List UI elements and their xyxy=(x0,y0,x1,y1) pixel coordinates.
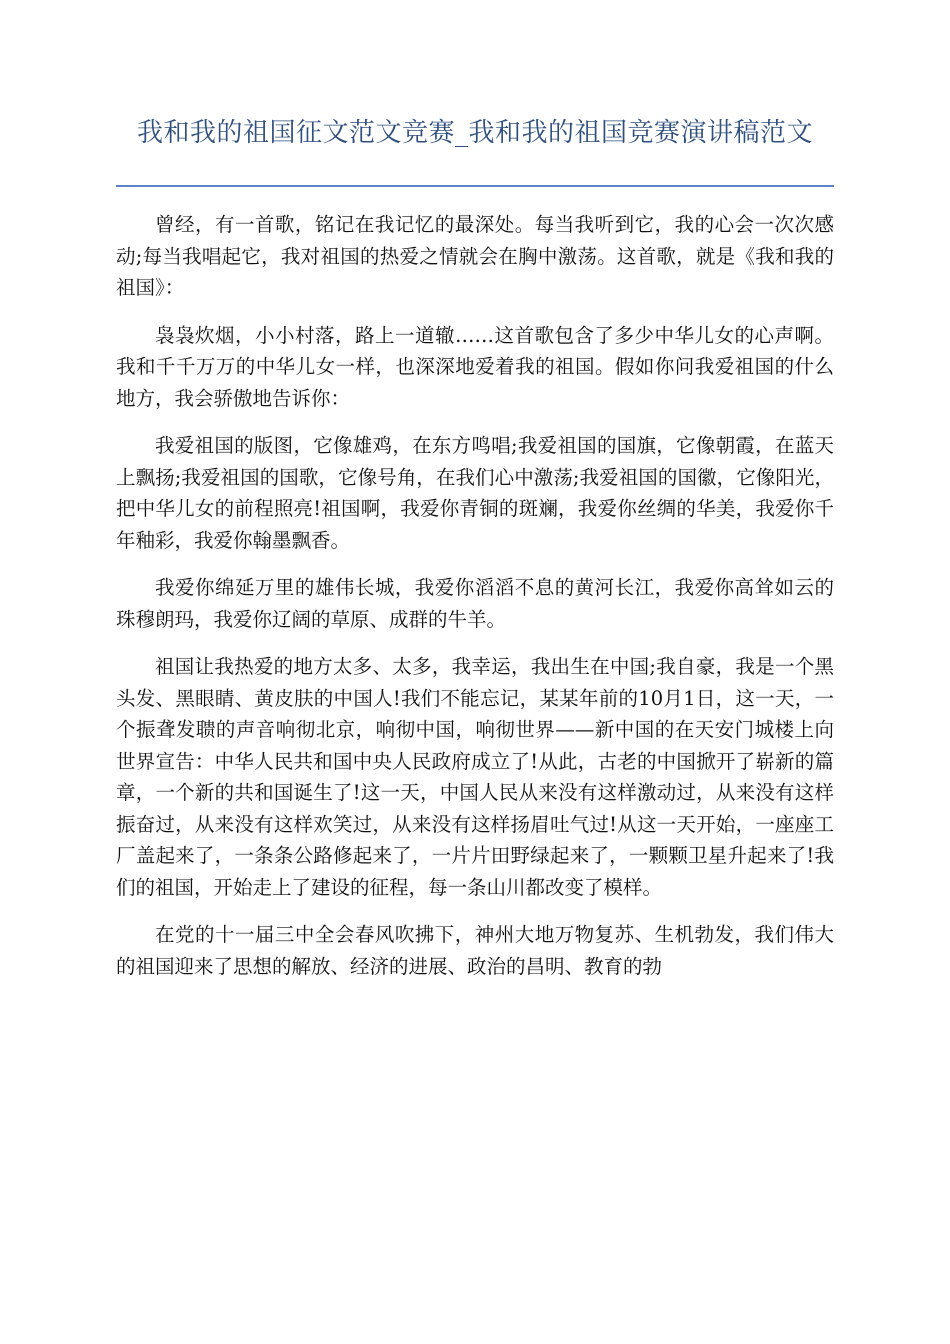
paragraph: 袅袅炊烟，小小村落，路上一道辙……这首歌包含了多少中华儿女的心声啊。我和千千万万的中华儿女一样，也深深地爱着我的祖国。假如你问我爱祖国的什么地方，我会骄傲地告诉你： xyxy=(116,323,834,410)
title-underline xyxy=(116,185,834,187)
paragraph: 曾经，有一首歌，铭记在我记忆的最深处。每当我听到它，我的心会一次次感动;每当我唱起它，我对祖国的热爱之情就会在胸中激荡。这首歌，就是《我和我的祖国》： xyxy=(116,213,834,299)
paragraph: 祖国让我热爱的地方太多、太多，我幸运，我出生在中国;我自豪，我是一个黑头发、黑眼睛、黄皮肤的中国人!我们不能忘记，某某年前的10月1日，这一天，一个振聋发聩的声音响彻北京，响彻中国，响彻世界——新中国的在天安门城楼上向世界宣告：中华人民共和国中央人民政府成立了!从此，古老的中国掀开了崭新的篇章，一个新的共和国诞生了!这一天，中国人民从来没有这样激动过，从来没有这样振奋过，从来没有这样欢笑过，从来没有这样扬眉吐气过!从这一天开始，一座座工厂盖起来了，一条条公路修起来了，一片片田野绿起来了，一颗颗卫星升起来了!我们的祖国，开始走上了建设的征程，每一条山川都改变了模样。 xyxy=(116,655,834,899)
paragraph: 我爱祖国的版图，它像雄鸡，在东方鸣唱;我爱祖国的国旗，它像朝霞，在蓝天上飘扬;我爱祖国的国歌，它像号角，在我们心中激荡;我爱祖国的国徽，它像阳光，把中华儿女的前程照亮!祖国啊，我爱你青铜的斑斓，我爱你丝绸的华美，我爱你千年釉彩，我爱你翰墨飘香。 xyxy=(116,434,834,552)
paragraph: 我爱你绵延万里的雄伟长城，我爱你滔滔不息的黄河长江，我爱你高耸如云的珠穆朗玛，我爱你辽阔的草原、成群的牛羊。 xyxy=(116,576,834,631)
paragraph: 在党的十一届三中全会春风吹拂下，神州大地万物复苏、生机勃发，我们伟大的祖国迎来了思想的解放、经济的进展、政治的昌明、教育的勃 xyxy=(116,923,834,978)
document-title: 我和我的祖国征文范文竞赛_我和我的祖国竞赛演讲稿范文 xyxy=(136,118,813,148)
document-body xyxy=(116,209,834,998)
